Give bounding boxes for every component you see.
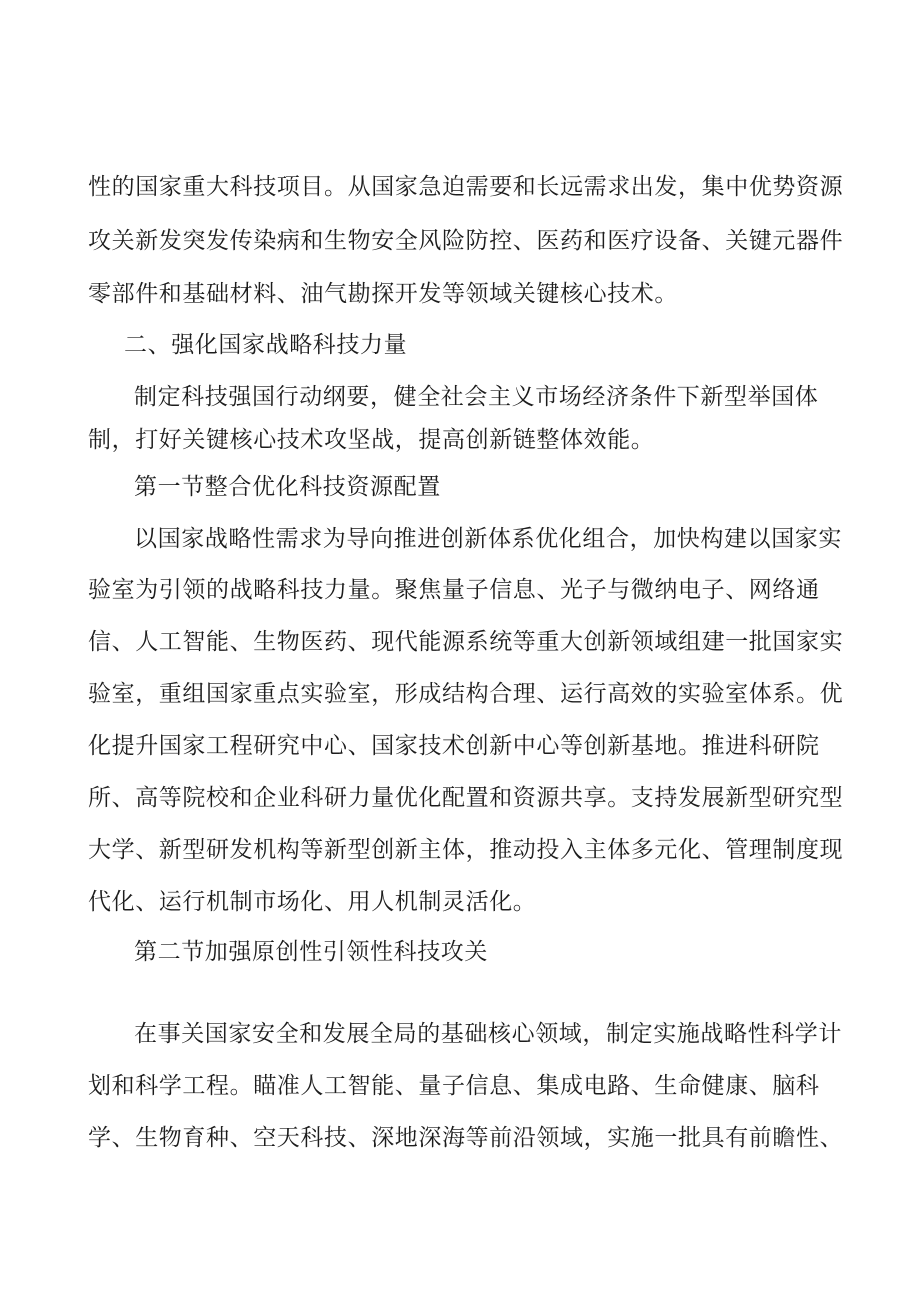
paragraph-line: 零部件和基础材料、油气勘探开发等领域关键核心技术。 <box>88 281 678 307</box>
paragraph-line: 所、高等院校和企业科研力量优化配置和资源共享。支持发展新型研究型 <box>88 785 844 811</box>
paragraph-line: 以国家战略性需求为导向推进创新体系优化组合，加快构建以国家实 <box>134 526 842 552</box>
subsection-heading: 第一节整合优化科技资源配置 <box>134 474 441 500</box>
paragraph-line: 划和科学工程。瞄准人工智能、量子信息、集成电路、生命健康、脑科 <box>88 1073 820 1099</box>
paragraph-line: 制，打好关键核心技术攻坚战，提高创新链整体效能。 <box>88 427 655 453</box>
paragraph-line: 验室为引领的战略科技力量。聚焦量子信息、光子与微纳电子、网络通 <box>88 577 820 603</box>
paragraph-line: 验室，重组国家重点实验室，形成结构合理、运行高效的实验室体系。优 <box>88 681 844 707</box>
paragraph-line: 化提升国家工程研究中心、国家技术创新中心等创新基地。推进科研院 <box>88 733 820 759</box>
section-heading: 二、强化国家战略科技力量 <box>124 332 408 358</box>
paragraph-line: 在事关国家安全和发展全局的基础核心领域，制定实施战略性科学计 <box>134 1021 842 1047</box>
paragraph-line: 性的国家重大科技项目。从国家急迫需要和长远需求出发，集中优势资源 <box>88 174 844 200</box>
paragraph-line: 学、生物育种、空天科技、深地深海等前沿领域，实施一批具有前瞻性、 <box>88 1125 844 1151</box>
paragraph-line: 攻关新发突发传染病和生物安全风险防控、医药和医疗设备、关键元器件 <box>88 228 844 254</box>
subsection-heading: 第二节加强原创性引领性科技攻关 <box>134 939 488 965</box>
paragraph-line: 信、人工智能、生物医药、现代能源系统等重大创新领域组建一批国家实 <box>88 629 844 655</box>
paragraph-line: 代化、运行机制市场化、用人机制灵活化。 <box>88 889 537 915</box>
paragraph-line: 制定科技强国行动纲要，健全社会主义市场经济条件下新型举国体 <box>134 384 819 410</box>
paragraph-line: 大学、新型研发机构等新型创新主体，推动投入主体多元化、管理制度现 <box>88 837 844 863</box>
